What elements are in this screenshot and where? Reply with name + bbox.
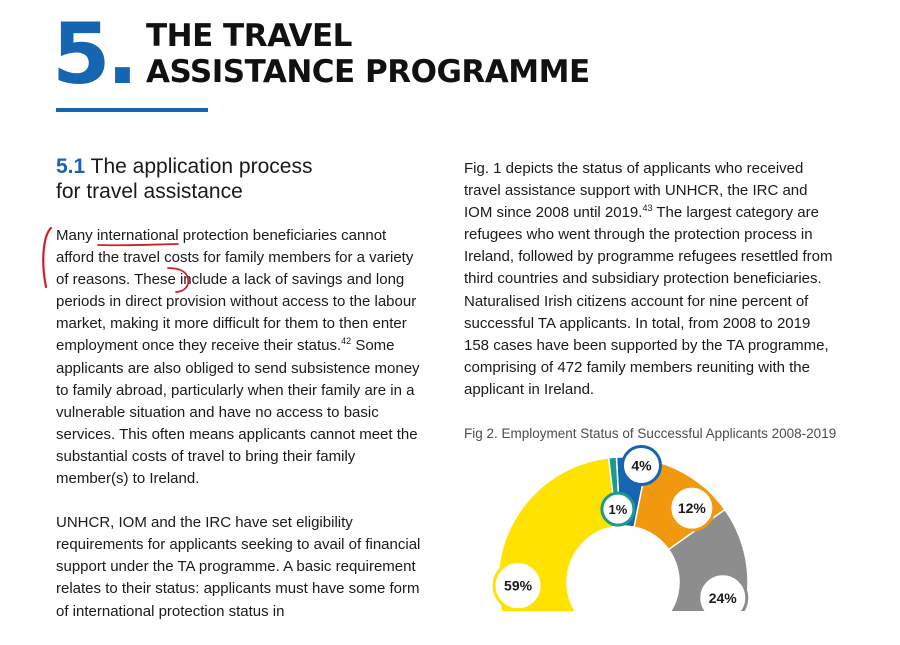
paragraph-text: Many international protection beneficiaries cannot afford the travel costs for family members for a variety of reasons. These include a lack of savings and long periods in direct provision without access to the labour market, making it more difficult for them to then enter employment once they receive their status.	[56, 227, 417, 355]
paragraph-text: Some applicants are also obliged to send subsistence money to family abroad, particularly when their family are in a vulnerable situation and have no access to basic services. This often means applicants cannot meet the substantial costs of travel to bring their family member(s) to Ireland.	[56, 337, 420, 488]
paragraph-text: The largest category are refugees who went through the protection process in Ireland, followed by programme refugees resettled from third countries and subsidiary protection beneficiaries. Naturalised Irish citizens account for nine percent of successful TA applicants. In total, from 2008 to 2019 158 cases have been supported by the TA programme, comprising of 472 family members reuniting with the applicant in Ireland.	[464, 204, 833, 398]
paragraph-text: Fig. 1 depicts the status of applicants who received travel assistance support with UNHCR, the IRC and IOM since 2008 until 2019.	[464, 160, 808, 222]
data-label: 4%	[631, 457, 652, 474]
section-title-line-2: for travel assistance	[56, 180, 243, 203]
chapter-title-line-2: ASSISTANCE PROGRAMME	[146, 54, 590, 90]
section-title-line-1: The application process	[85, 155, 313, 178]
chapter-title-line-1: THE TRAVEL	[146, 18, 352, 54]
section-number: 5.1	[56, 155, 86, 178]
paragraph-eligibility: UNHCR, IOM and the IRC have set eligibility requirements for applicants seeking to avail of financial support under the TA programme. A basic requirement relates to their status: applicants must have some form of international protection status in	[56, 514, 421, 620]
data-label: 1%	[608, 502, 628, 518]
footnote-ref-42[interactable]: 42	[341, 336, 352, 347]
footnote-ref-43[interactable]: 43	[642, 203, 653, 214]
data-label: 24%	[708, 589, 737, 606]
figure-caption: Fig 2. Employment Status of Successful Applicants 2008-2019	[464, 426, 837, 441]
data-label: 59%	[504, 577, 533, 594]
chapter-number: 5.	[52, 5, 135, 103]
data-label: 12%	[677, 500, 706, 517]
